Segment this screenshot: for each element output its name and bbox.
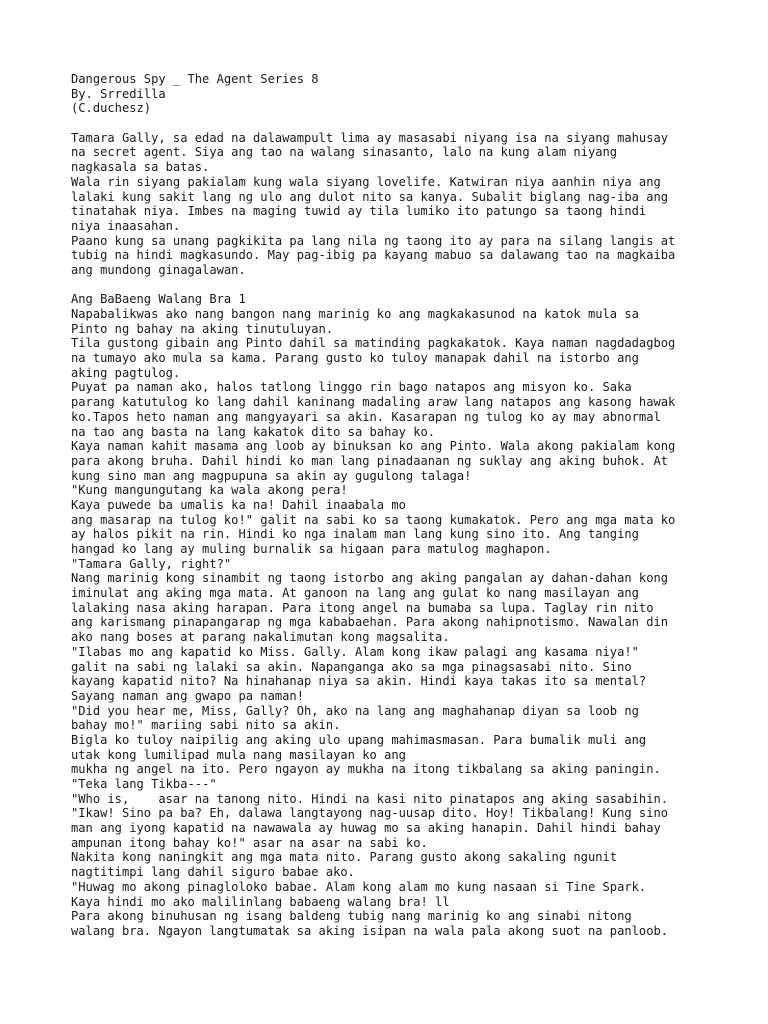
document-title: Dangerous Spy _ The Agent Series 8 — [71, 72, 319, 86]
chapter-text-line: Nakita kong naningkit ang mga mata nito. Parang gusto akong sakaling ngunit — [71, 850, 618, 865]
chapter-text-line: Bigla ko tuloy naipilig ang aking ulo upang mahimasmasan. Para bumalik muli ang — [71, 732, 647, 747]
chapter-text-line: Para akong binuhusan ng isang baldeng tubig nang marinig ko ang sinabi nitong — [71, 909, 632, 924]
chapter-text-line: ang masarap na tulog ko!" galit na sabi ko sa taong kumakatok. Pero ang mga mata ko — [71, 512, 676, 527]
chapter-text-line: kung sino man ang magpupuna sa akin ay gugulong talaga! — [71, 468, 472, 483]
chapter-text-line: walang bra. Ngayon langtumatak sa aking isipan na wala pala akong suot na panloob. — [71, 923, 669, 938]
chapter-text-line: Tila gustong gibain ang Pinto dahil sa matinding pagkakatok. Kaya naman nagdadagbog — [71, 336, 676, 351]
chapter-text-line: bahay mo!" mariing sabi nito sa akin. — [71, 718, 341, 733]
chapter-text-line: aking pagtulog. — [71, 365, 181, 380]
synopsis-line: Tamara Gally, sa edad na dalawampult lima ay masasabi niyang isa na siyang mahusay — [71, 130, 669, 145]
synopsis — [71, 131, 711, 278]
synopsis-line: Paano kung sa unang pagkikita pa lang nila ng taong ito ay para na silang langis at — [71, 233, 676, 248]
chapter-text-line: Napabalikwas ako nang bangon nang marinig ko ang magkakasunod na katok mula sa — [71, 307, 639, 321]
synopsis-line: ang mundong ginagalawan. — [71, 262, 246, 277]
chapter-text-line: "Kung mangungutang ka wala akong pera! — [71, 483, 348, 498]
synopsis-line: lalaki kung sakit lang ng ulo ang dulot nito sa kanya. Subalit biglang nag-iba ang — [71, 189, 669, 204]
chapter-text-line: ay halos pikit na rin. Hindi ko nga inalam man lang kung sino ito. Ang tanging — [71, 527, 639, 542]
document-author: By. Srredilla — [71, 86, 166, 101]
chapter-body — [71, 307, 711, 939]
chapter-text-line: "Ikaw! Sino pa ba? Eh, dalawa langtayong nag-uusap dito. Hoy! Tikbalang! Kung sino — [71, 806, 669, 821]
synopsis-line: niya inaasahan. — [71, 218, 181, 233]
document-page — [71, 72, 711, 939]
chapter-text-line: Sayang naman ang gwapo pa naman! — [71, 688, 304, 703]
synopsis-line: Wala rin siyang pakialam kung wala siyang lovelife. Katwiran niya aanhin niya ang — [71, 174, 661, 189]
chapter-text-line: ang karismang pinapangarap ng mga kababaehan. Para akong nahipnotismo. Nawalan din — [71, 615, 669, 630]
blank-line — [71, 278, 711, 293]
chapter-text-line: man ang iyong kapatid na nawawala ay huwag mo sa aking hanapin. Dahil hindi bahay — [71, 821, 661, 836]
chapter-text-line: Pinto ng bahay na aking tinutuluyan. — [71, 321, 334, 336]
chapter-text-line: iminulat ang aking mga mata. At ganoon na lang ang gulat ko nang masilayan ang — [71, 586, 639, 601]
chapter-text-line: para akong bruha. Dahil hindi ko man lang pinadaanan ng suklay ang aking buhok. At — [71, 453, 669, 468]
chapter-text-line: parang katutulog ko lang dahil kaninang madaling araw lang natapos ang kasong hawak — [71, 395, 676, 410]
chapter-text-line: Kaya puwede ba umalis ka na! Dahil inaabala mo — [71, 497, 406, 512]
chapter-text-line: "Did you hear me, Miss, Gally? Oh, ako na lang ang maghahanap diyan sa loob ng — [71, 703, 639, 718]
blank-line — [71, 116, 711, 131]
chapter-text-line: Nang marinig kong sinambit ng taong istorbo ang aking pangalan ay dahan-dahan kong — [71, 571, 669, 586]
chapter-text-line: galit na sabi ng lalaki sa akin. Napanganga ako sa mga pinagsasabi nito. Sino — [71, 659, 632, 674]
chapter-text-line: lalaking nasa aking harapan. Para itong angel na bumaba sa lupa. Taglay rin nito — [71, 600, 654, 615]
chapter-text-line: "Teka lang Tikba---" — [71, 777, 217, 791]
chapter-text-line: Kaya naman kahit masama ang loob ay binuksan ko ang Pinto. Wala akong pakialam kong — [71, 439, 676, 454]
synopsis-line: na secret agent. Siya ang tao na walang sinasanto, lalo na kung alam niyang — [71, 145, 618, 160]
chapter-text-line: ako nang boses at parang nakalimutan kong magsalita. — [71, 630, 450, 645]
document-author-handle: (C.duchesz) — [71, 101, 152, 116]
chapter-title: Ang BaBaeng Walang Bra 1 — [71, 292, 246, 307]
chapter-text-line: "Ilabas mo ang kapatid ko Miss. Gally. Alam kong ikaw palagi ang kasama niya!" — [71, 644, 639, 659]
chapter-text-line: ko.Tapos heto naman ang mangyayari sa akin. Kasarapan ng tulog ko ay may abnormal — [71, 409, 661, 424]
chapter-text-line: ampunan itong bahay ko!" asar na asar na sabi ko. — [71, 835, 428, 850]
chapter-text-line: "Tamara Gally, right?" — [71, 556, 232, 571]
synopsis-line: nagkasala sa batas. — [71, 160, 210, 175]
synopsis-line: tubig na hindi magkasundo. May pag-ibig pa kayang mabuo sa dalawang tao na magkaiba — [71, 248, 676, 263]
chapter-text-line: nagtitimpi lang dahil siguro babae ako. — [71, 865, 355, 880]
chapter-text-line: Puyat pa naman ako, halos tatlong linggo rin bago natapos ang misyon ko. Saka — [71, 380, 632, 395]
chapter-text-line: na tumayo ako mula sa kama. Parang gusto ko tuloy manapak dahil na istorbo ang — [71, 351, 639, 366]
chapter-text-line: mukha ng angel na ito. Pero ngayon ay mukha na itong tikbalang sa aking paningin. — [71, 762, 661, 777]
chapter-text-line: Kaya hindi mo ako malilinlang babaeng walang bra! ll — [71, 894, 450, 909]
chapter-text-line: utak kong lumilipad mula nang masilayan ko ang — [71, 747, 406, 762]
chapter-text-line: "Huwag mo akong pinagloloko babae. Alam kong alam mo kung nasaan si Tine Spark. — [71, 879, 647, 894]
chapter-text-line: hangad ko lang ay muling burnalik sa higaan para matulog maghapon. — [71, 542, 552, 556]
chapter-text-line: kayang kapatid nito? Na hinahanap niya sa akin. Hindi kaya takas ito sa mental? — [71, 674, 647, 689]
chapter-text-line: na tao ang basta na lang kakatok dito sa bahay ko. — [71, 424, 436, 439]
chapter-text-line: "Who is, asar na tanong nito. Hindi na kasi nito pinatapos ang aking sasabihin. — [71, 791, 669, 806]
synopsis-line: tinatahak niya. Imbes na maging tuwid ay tila lumiko ito patungo sa taong hindi — [71, 204, 647, 219]
